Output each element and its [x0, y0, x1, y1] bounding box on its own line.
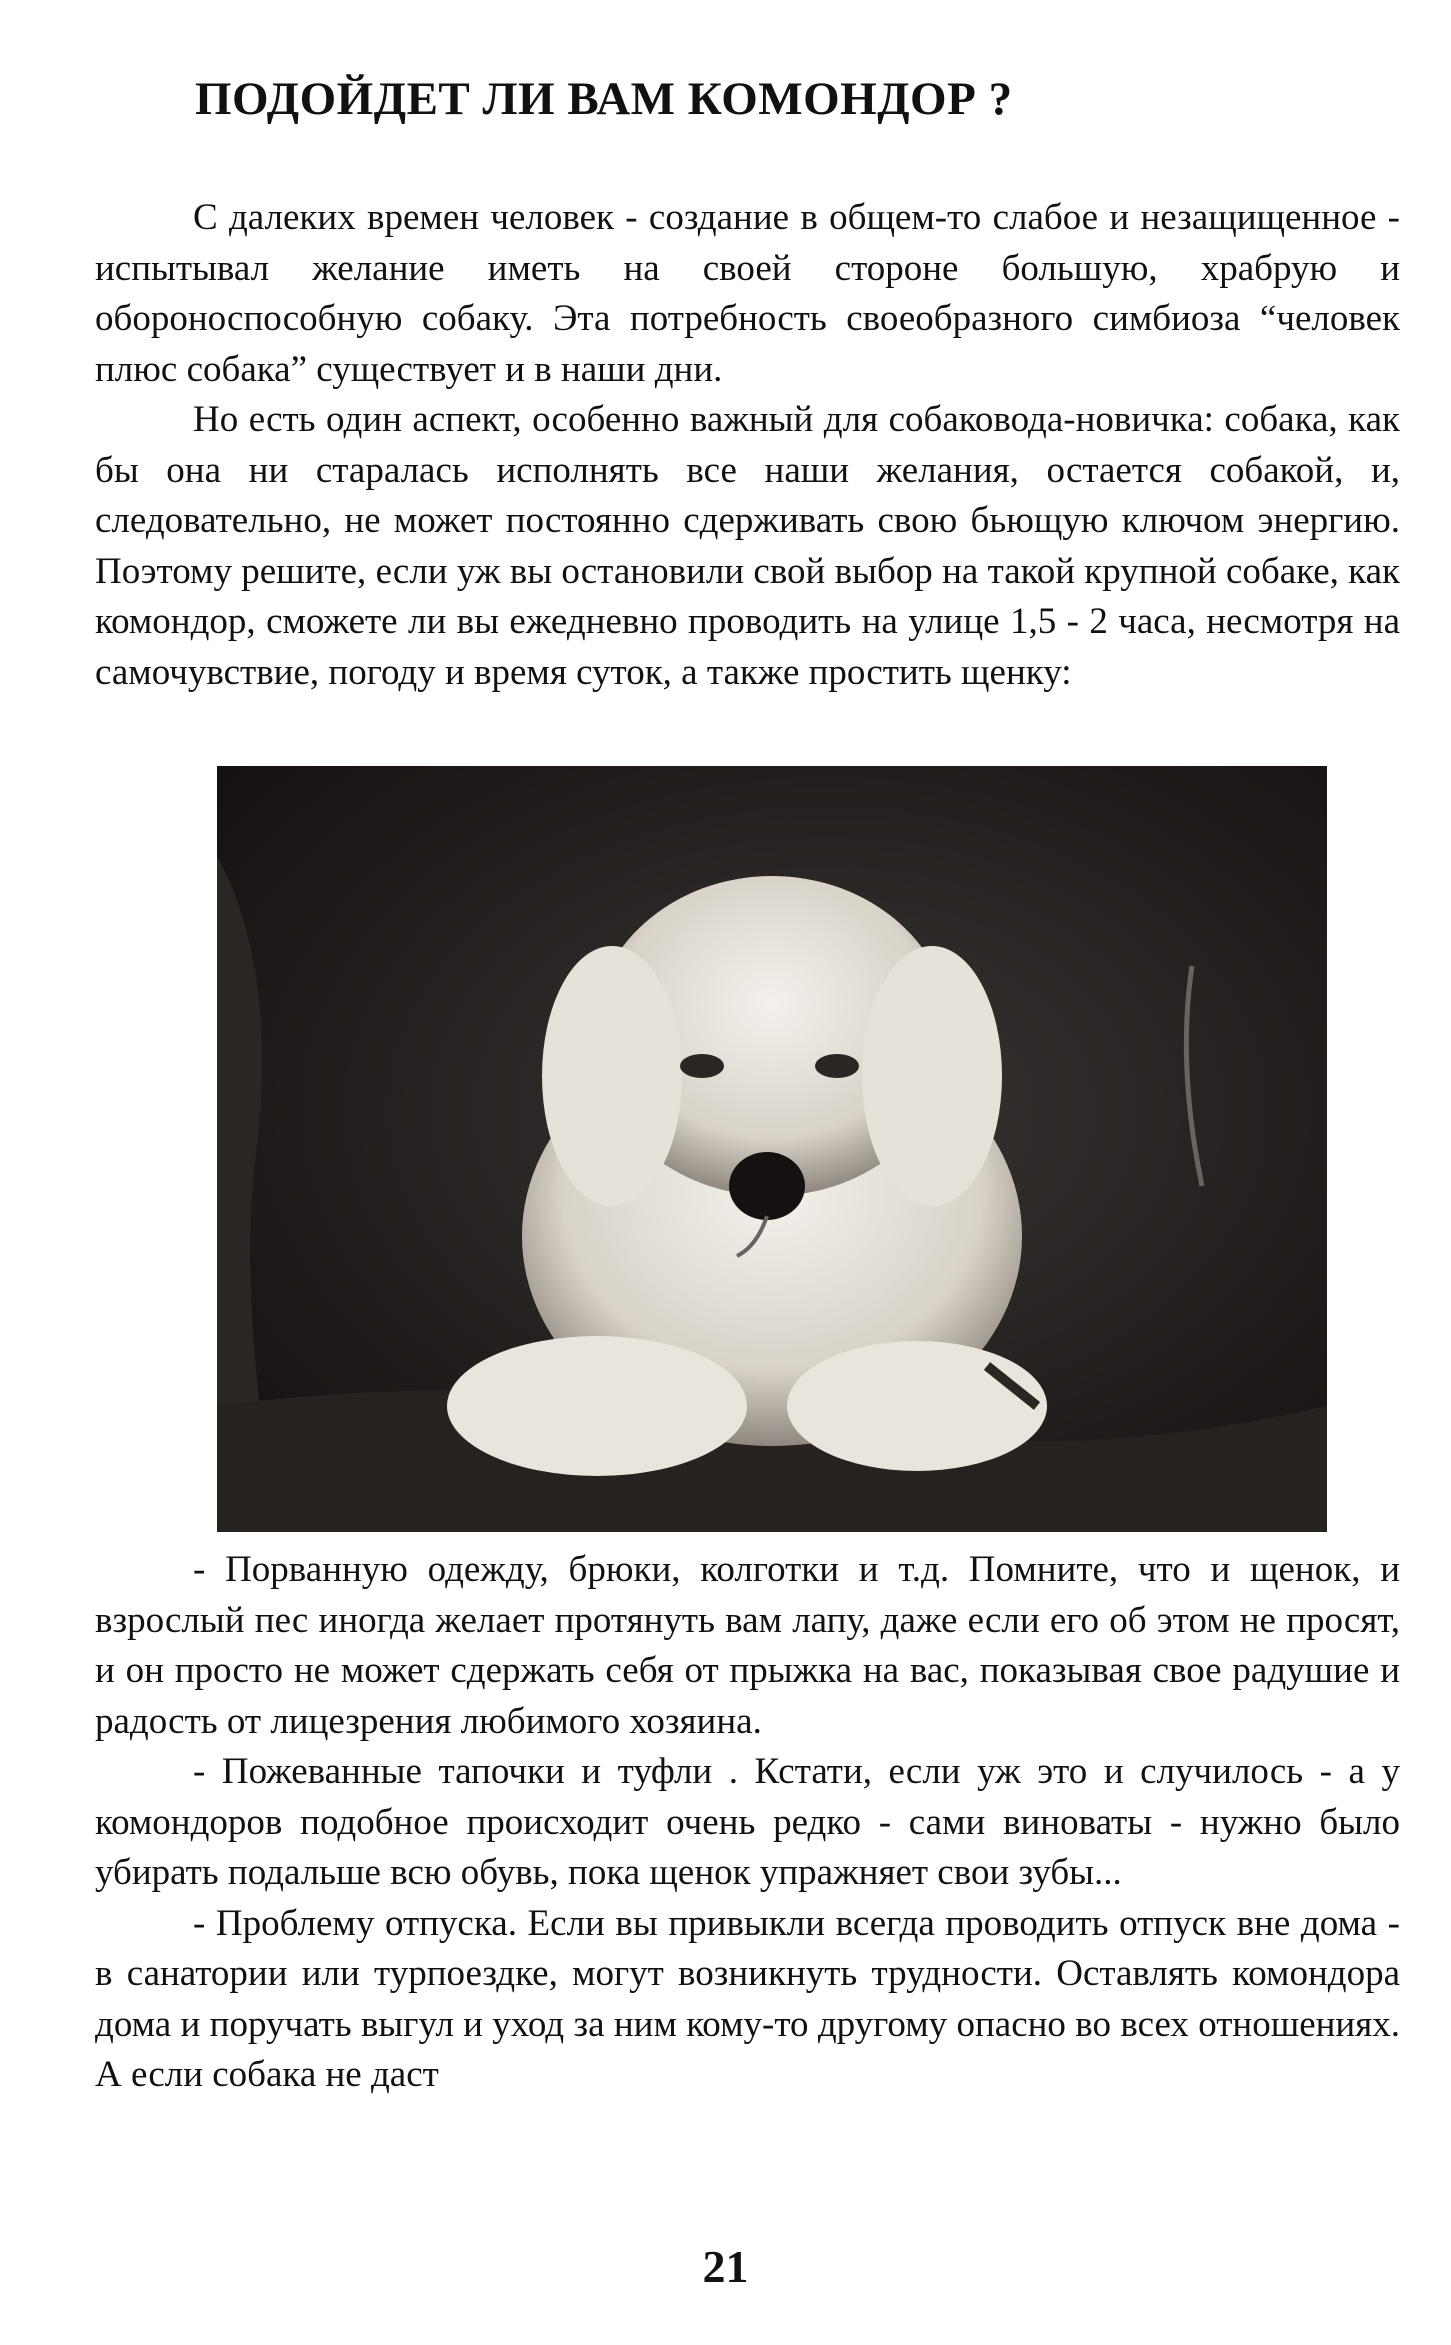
paragraph: - Проблему отпуска. Если вы привыкли всегда проводить отпуск вне дома - в санатории или турпоездке, могут возникнуть трудности. Оставлять комондора дома и поручать выгул и уход за ним кому-то другому опасно во всех отношениях. А если собака не даст	[95, 1902, 1400, 2095]
paragraph: - Порванную одежду, брюки, колготки и т.д. Помните, что и щенок, и взрослый пес иногда желает протянуть вам лапу, даже если его об этом не просят, и он просто не может сдержать себя от прыжка на вас, показывая свое радушие и радость от лицезрения любимого хозяина.	[95, 1549, 1400, 1742]
puppy-photo	[217, 766, 1327, 1532]
paragraph: - Пожеванные тапочки и туфли . Кстати, если уж это и случилось - а у комондоров подобное происходит очень редко - сами виноваты - нужно было убирать подальше всю обувь, пока щенок упражняет свои зубы...	[95, 1751, 1400, 1893]
paragraph: Но есть один аспект, особенно важный для собаковода-новичка: собака, как бы она ни старалась исполнять все наши желания, остается собакой, и, следовательно, не может постоянно сдерживать свою бьющую ключом энергию. Поэтому решите, если уж вы остановили свой выбор на такой крупной собаке, как комондор, сможете ли вы ежедневно проводить на улице 1,5 - 2 часа, несмотря на самочувствие, погоду и время суток, а также простить щенку:	[95, 399, 1400, 693]
page-number: 21	[702, 2241, 749, 2292]
paragraph: С далеких времен человек - создание в общем-то слабое и незащищенное - испытывал желание иметь на своей стороне большую, храбрую и обороноспособную собаку. Эта потребность своеобразного симбиоза “человек плюс собака” существует и в наши дни.	[95, 197, 1400, 390]
page-title: ПОДОЙДЕТ ЛИ ВАМ КОМОНДОР ?	[195, 73, 1013, 125]
bottom-text-block	[95, 1545, 1400, 2101]
komondor-puppy-illustration	[217, 766, 1327, 1532]
top-text-block	[95, 193, 1400, 698]
